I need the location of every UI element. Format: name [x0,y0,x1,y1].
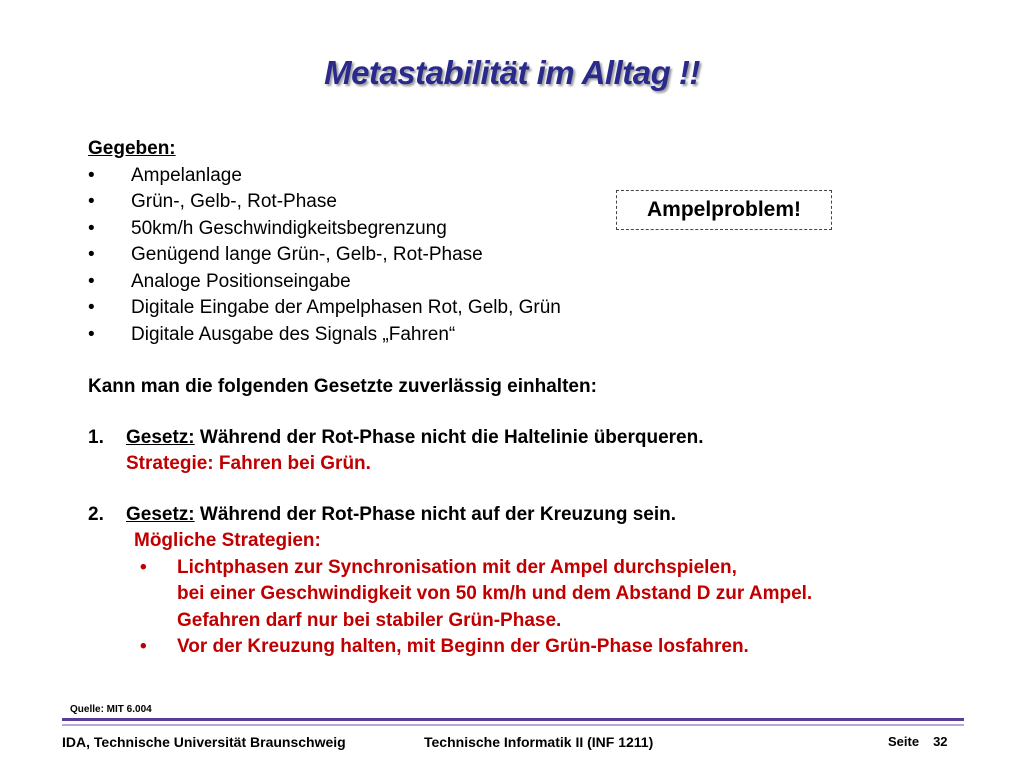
given-item [88,322,968,349]
source-note: Quelle: MIT 6.004 [70,704,152,715]
bullet-icon: • [88,270,95,292]
law-text: Während der Rot-Phase nicht die Haltelinie überqueren. [194,426,704,448]
strategy-line: Gefahren darf nur bei stabiler Grün-Phase. [177,609,562,631]
given-item [88,216,968,243]
callout-box: Ampelproblem! [616,190,832,230]
question-text: Kann man die folgenden Gesetzte zuverlässig einhalten: [88,376,597,397]
bullet-icon: • [88,323,95,345]
law-label: Gesetz: [126,503,195,525]
given-heading: Gegeben: [88,138,176,159]
slide-content [88,136,968,661]
law-1 [88,425,968,452]
given-item [88,163,968,190]
given-item-label: Digitale Eingabe der Ampelphasen Rot, Gelb, Grün [131,297,561,318]
bullet-icon: • [140,556,147,578]
law-text: Während der Rot-Phase nicht auf der Kreuzung sein. [194,503,677,525]
footer-course: Technische Informatik II (INF 1211) [424,734,654,750]
strategy-item [88,555,968,635]
bullet-icon: • [88,297,95,318]
law-1-strategy: Strategie: Fahren bei Grün. [126,453,371,474]
bullet-icon: • [140,636,147,657]
strategy-line: Vor der Kreuzung halten, mit Beginn der Grün-Phase losfahren. [177,636,749,657]
given-item-label: Ampelanlage [131,164,242,186]
law-number: 1. [88,426,104,448]
given-item [88,295,968,322]
strategy-line: bei einer Geschwindigkeit von 50 km/h und dem Abstand D zur Ampel. [177,583,813,604]
law-label: Gesetz: [126,426,195,448]
bullet-icon: • [88,217,95,239]
given-item [88,269,968,296]
footer-divider [62,718,964,721]
given-item-label: Genügend lange Grün-, Gelb-, Rot-Phase [131,244,483,265]
strategy-line: Lichtphasen zur Synchronisation mit der Ampel durchspielen, [177,556,737,578]
bullet-icon: • [88,191,95,212]
given-item [88,189,968,216]
bullet-icon: • [88,244,95,265]
given-item-label: Digitale Ausgabe des Signals „Fahren“ [131,323,456,345]
bullet-icon: • [88,164,95,186]
slide-title: Metastabilität im Alltag !! [324,54,700,91]
given-item-label: Grün-, Gelb-, Rot-Phase [131,191,337,212]
law-number: 2. [88,503,104,525]
given-item-label: Analoge Positionseingabe [131,270,351,292]
given-item-label: 50km/h Geschwindigkeitsbegrenzung [131,217,447,239]
strategy-item [88,634,968,661]
footer-page [888,734,948,749]
footer-divider-light [62,724,964,726]
page-label: Seite [888,734,920,749]
law-2 [88,502,968,529]
given-item [88,242,968,269]
footer-institution: IDA, Technische Universität Braunschweig [62,734,346,750]
page-number: 32 [933,734,948,749]
law-2-strategies-heading: Mögliche Strategien: [134,530,321,551]
